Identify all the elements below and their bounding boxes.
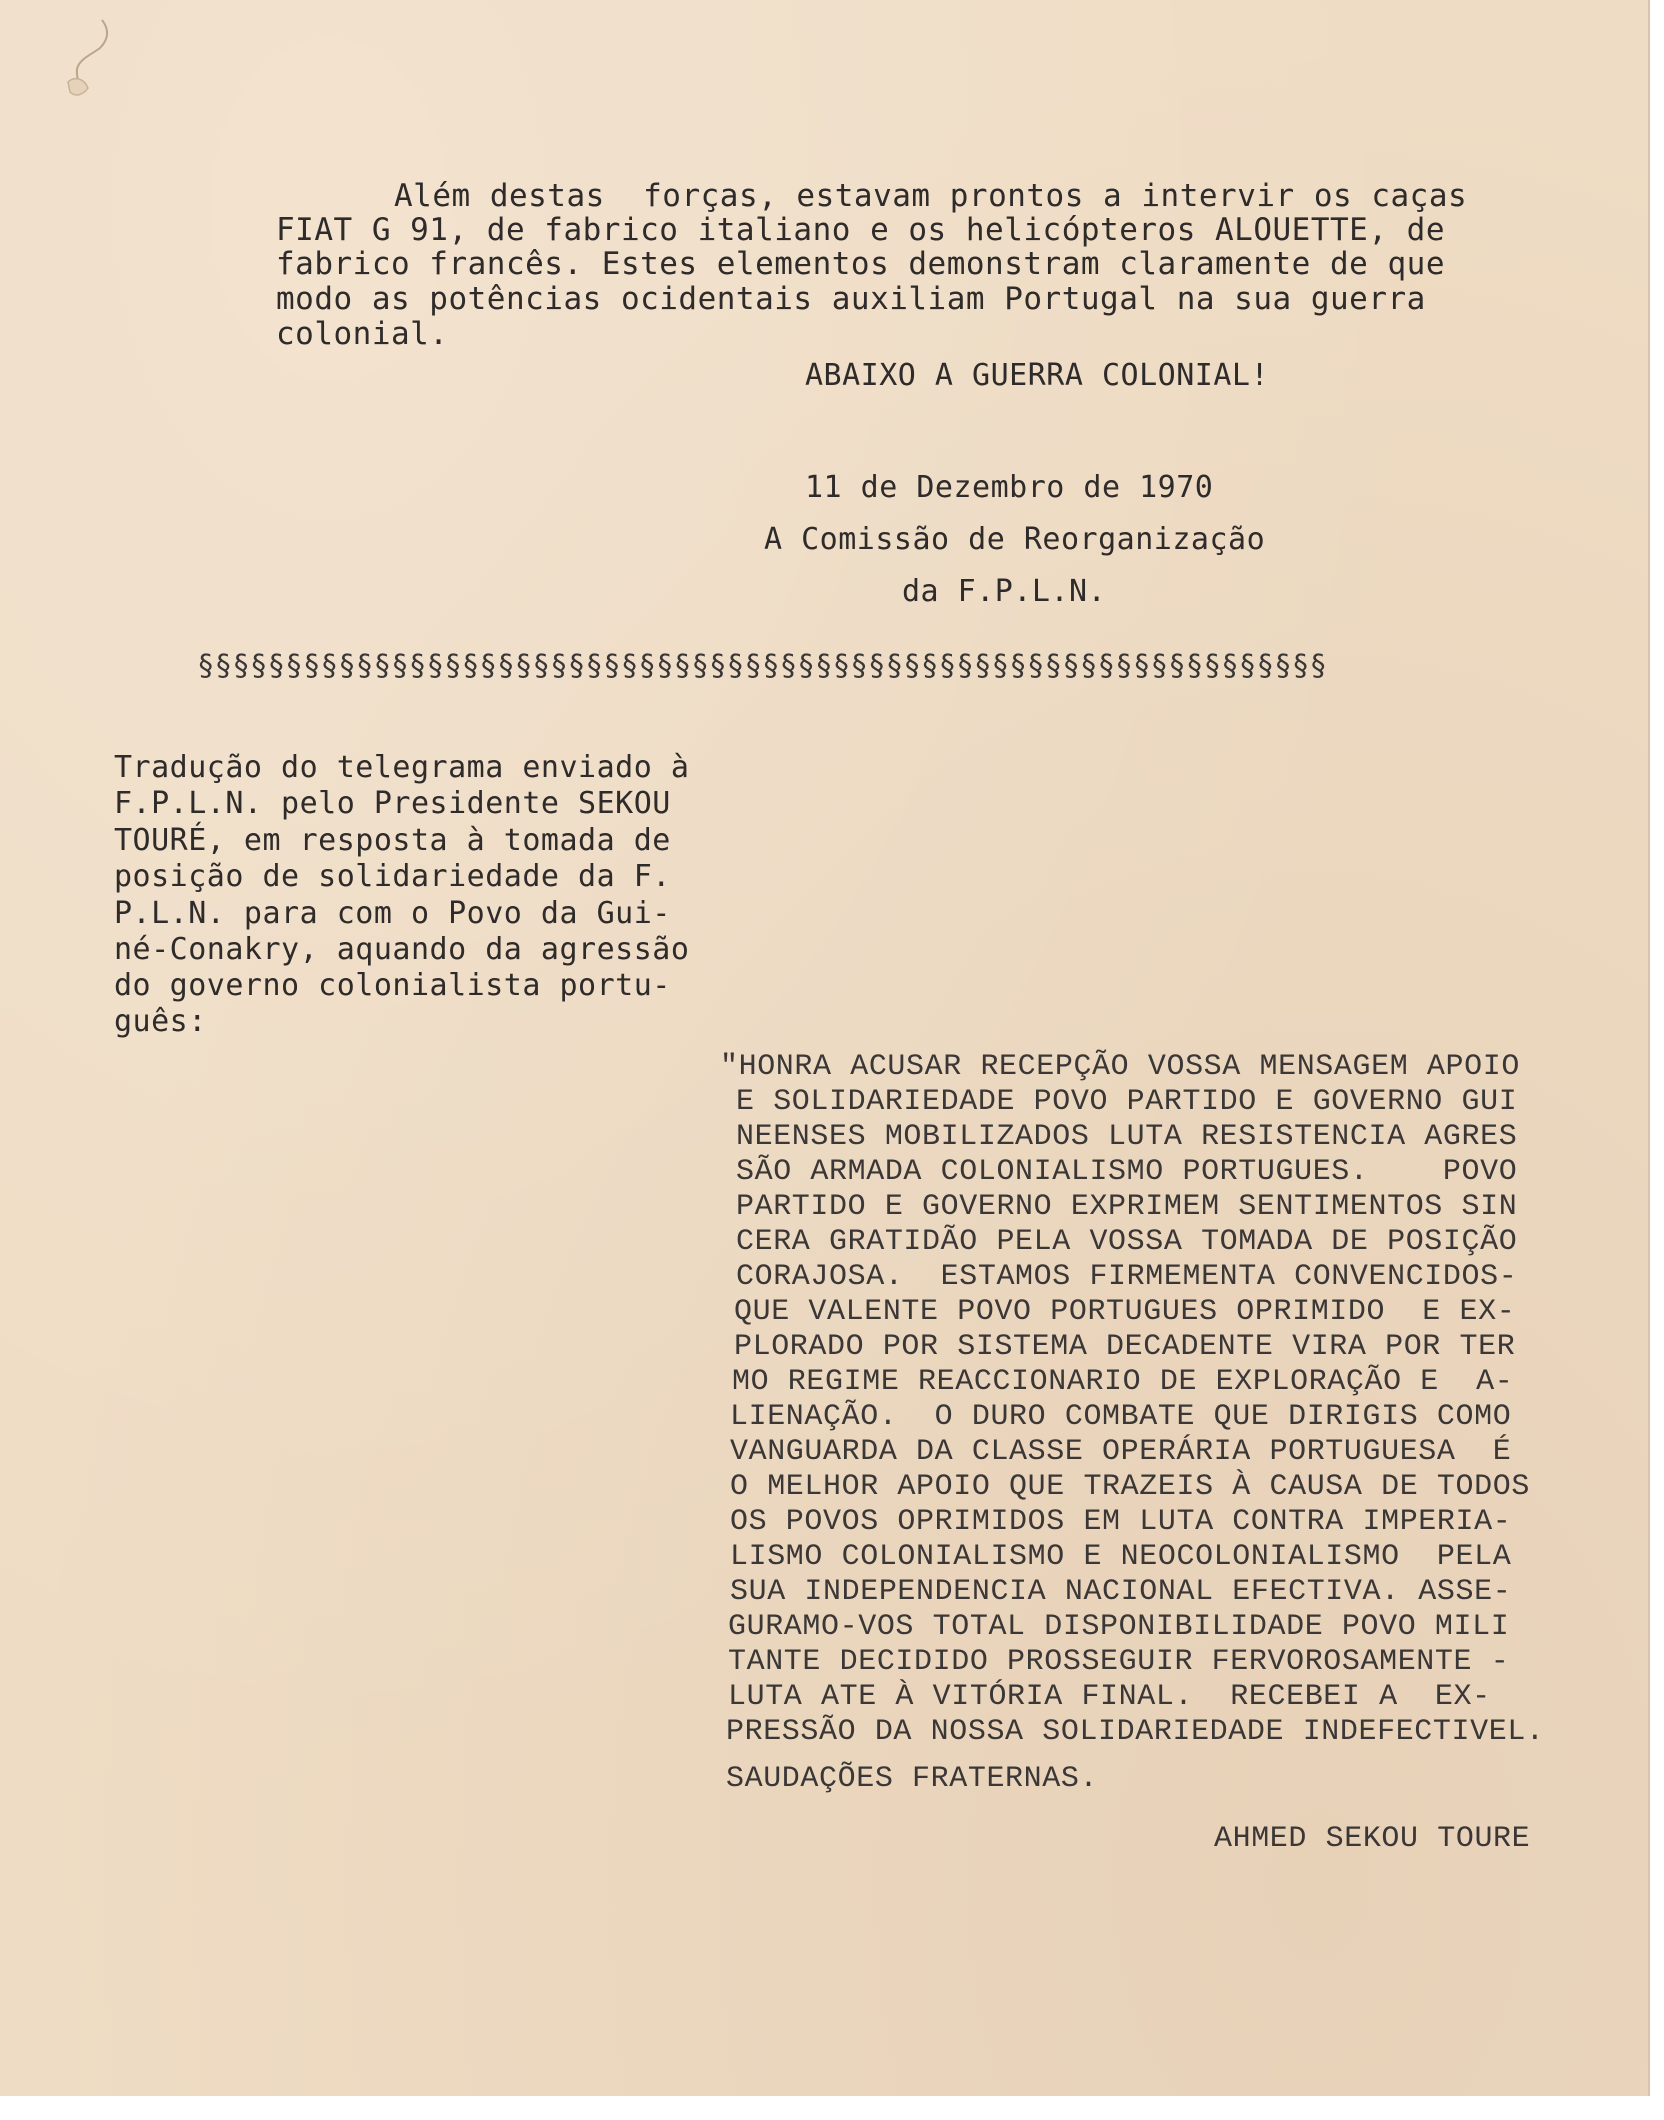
- paper-damage-mark: [62, 18, 122, 108]
- telegram-line-15: LISMO COLONIALISMO E NEOCOLONIALISMO PELA: [730, 1540, 1512, 1574]
- telegram-line-21: SAUDAÇÕES FRATERNAS.: [726, 1762, 1099, 1796]
- telegram-line-9: PLORADO POR SISTEMA DECADENTE VIRA POR TER: [734, 1330, 1516, 1364]
- telegram-line-1: "HONRA ACUSAR RECEPÇÃO VOSSA MENSAGEM APOIO: [720, 1050, 1520, 1084]
- caption-line-2: F.P.L.N. pelo Presidente SEKOU: [114, 786, 671, 821]
- slogan: ABAIXO A GUERRA COLONIAL!: [805, 358, 1270, 393]
- caption-line-6: né-Conakry, aquando da agressão: [114, 932, 690, 967]
- section-separator: §§§§§§§§§§§§§§§§§§§§§§§§§§§§§§§§§§§§§§§§§§§§§§§§§§§§§§§§§§§§§§§§: [197, 648, 1328, 682]
- intro-line-2: FIAT G 91, de fabrico italiano e os helicópteros ALOUETTE, de: [276, 212, 1445, 248]
- caption-line-7: do governo colonialista portu-: [114, 968, 671, 1003]
- telegram-line-14: OS POVOS OPRIMIDOS EM LUTA CONTRA IMPERIA-: [730, 1505, 1512, 1539]
- telegram-signature: AHMED SEKOU TOURE: [1214, 1822, 1531, 1856]
- intro-line-5: colonial.: [276, 316, 449, 352]
- telegram-line-19: LUTA ATE À VITÓRIA FINAL. RECEBEI A EX-: [728, 1680, 1491, 1714]
- intro-line-1: Além destas forças, estavam prontos a intervir os caças: [394, 178, 1468, 214]
- telegram-line-17: GURAMO-VOS TOTAL DISPONIBILIDADE POVO MILI: [728, 1610, 1510, 1644]
- telegram-line-16: SUA INDEPENDENCIA NACIONAL EFECTIVA. ASSE-: [730, 1575, 1512, 1609]
- telegram-line-7: CORAJOSA. ESTAMOS FIRMEMENTA CONVENCIDOS-: [736, 1260, 1518, 1294]
- telegram-line-20: PRESSÃO DA NOSSA SOLIDARIEDADE INDEFECTIVEL.: [726, 1715, 1545, 1749]
- telegram-line-12: VANGUARDA DA CLASSE OPERÁRIA PORTUGUESA É: [730, 1435, 1512, 1469]
- letter-date: 11 de Dezembro de 1970: [805, 470, 1214, 505]
- telegram-line-8: QUE VALENTE POVO PORTUGUES OPRIMIDO E EX-: [734, 1295, 1516, 1329]
- telegram-line-10: MO REGIME REACCIONARIO DE EXPLORAÇÃO E A-: [732, 1365, 1514, 1399]
- caption-line-5: P.L.N. para com o Povo da Gui-: [114, 896, 671, 931]
- caption-line-1: Tradução do telegrama enviado à: [114, 750, 690, 785]
- intro-line-3: fabrico francês. Estes elementos demonstram claramente de que: [276, 246, 1445, 282]
- telegram-line-5: PARTIDO E GOVERNO EXPRIMEM SENTIMENTOS SIN: [736, 1190, 1518, 1224]
- telegram-line-13: O MELHOR APOIO QUE TRAZEIS À CAUSA DE TODOS: [730, 1470, 1530, 1504]
- telegram-line-6: CERA GRATIDÃO PELA VOSSA TOMADA DE POSIÇÃO: [736, 1225, 1518, 1259]
- telegram-line-3: NEENSES MOBILIZADOS LUTA RESISTENCIA AGRES: [736, 1120, 1518, 1154]
- telegram-line-18: TANTE DECIDIDO PROSSEGUIR FERVOROSAMENTE -: [728, 1645, 1510, 1679]
- telegram-line-4: SÃO ARMADA COLONIALISMO PORTUGUES. POVO: [736, 1155, 1518, 1189]
- telegram-line-2: E SOLIDARIEDADE POVO PARTIDO E GOVERNO GUI: [736, 1085, 1518, 1119]
- caption-line-3: TOURÉ, em resposta à tomada de: [114, 823, 671, 858]
- telegram-line-11: LIENAÇÃO. O DURO COMBATE QUE DIRIGIS COMO: [730, 1400, 1512, 1434]
- caption-line-4: posição de solidariedade da F.: [114, 859, 671, 894]
- intro-line-4: modo as potências ocidentais auxiliam Portugal na sua guerra: [276, 281, 1426, 317]
- caption-line-8: guês:: [114, 1004, 207, 1039]
- signatory-line-1: A Comissão de Reorganização: [764, 522, 1266, 557]
- signatory-line-2: da F.P.L.N.: [902, 574, 1107, 609]
